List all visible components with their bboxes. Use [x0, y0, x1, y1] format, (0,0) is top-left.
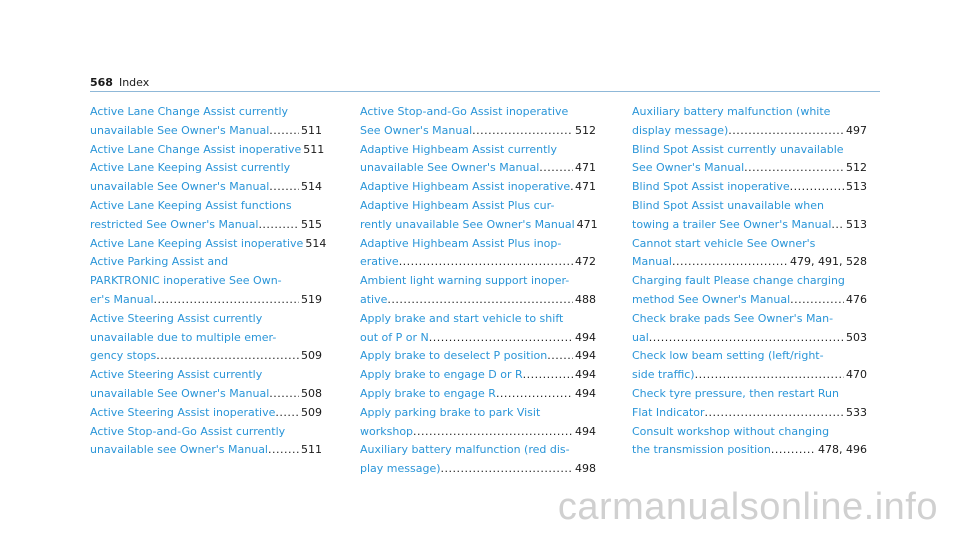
page-reference: 476 — [846, 292, 867, 306]
page-reference: 511 — [301, 443, 322, 457]
dot-leader — [771, 441, 816, 460]
index-entry-text[interactable]: Apply brake to deselect P position — [360, 349, 548, 363]
dot-leader — [539, 159, 573, 178]
index-entry-text[interactable]: method See Owner's Manual — [632, 292, 791, 306]
index-entry-text[interactable]: Adaptive Highbeam Assist Plus inop- — [360, 236, 562, 250]
page-reference: 497 — [846, 123, 867, 137]
page-number: 568 — [90, 76, 113, 89]
index-entry[interactable] — [632, 235, 867, 273]
dot-leader — [570, 178, 573, 197]
page-reference: 519 — [301, 292, 322, 306]
page-reference: 513 — [846, 217, 867, 231]
index-entry[interactable] — [360, 235, 596, 273]
index-entry-text[interactable]: Blind Spot Assist currently unavailable — [632, 142, 844, 156]
index-entry[interactable] — [90, 253, 322, 309]
index-entry-text[interactable]: unavailable see Owner's Manual — [90, 443, 268, 457]
index-entry-text[interactable]: unavailable See Owner's Manual — [360, 161, 540, 175]
dot-leader — [441, 460, 573, 479]
index-entry[interactable] — [632, 272, 867, 310]
index-entry-text[interactable]: Active Steering Assist currently — [90, 311, 263, 325]
index-entry-text[interactable]: gency stops — [90, 349, 157, 363]
index-entry[interactable] — [632, 347, 867, 385]
page-reference: 511 — [301, 123, 322, 137]
dot-leader — [269, 178, 299, 197]
page-reference: 513 — [846, 180, 867, 194]
dot-leader — [413, 423, 573, 442]
index-column-1 — [90, 103, 327, 460]
dot-leader — [269, 122, 299, 141]
index-entry-text[interactable]: Ambient light warning support inoper- — [360, 274, 570, 288]
page-reference: 512 — [846, 161, 867, 175]
index-entry-text[interactable]: See Owner's Manual — [360, 123, 473, 137]
index-entry-text[interactable]: out of P or N — [360, 330, 429, 344]
index-entry-text[interactable]: rently unavailable See Owner's Manual — [360, 217, 575, 231]
page-reference: 471 — [576, 217, 598, 231]
page-reference: 494 — [575, 330, 596, 344]
index-entry-text[interactable]: ual — [632, 330, 649, 344]
dot-leader — [547, 347, 573, 366]
dot-leader — [258, 216, 299, 235]
index-entry[interactable] — [632, 310, 867, 348]
dot-leader — [728, 122, 844, 141]
index-entry-text[interactable]: unavailable See Owner's Manual — [90, 123, 270, 137]
page-reference: 478, 496 — [818, 443, 867, 457]
index-entry-text[interactable]: play message) — [360, 462, 441, 476]
index-entry-text[interactable]: er's Manual — [90, 292, 154, 306]
dot-leader — [399, 253, 573, 272]
index-entry[interactable] — [360, 272, 596, 310]
dot-leader — [523, 366, 573, 385]
index-entry[interactable] — [632, 197, 867, 235]
index-entry[interactable] — [360, 441, 596, 479]
index-entry-text[interactable]: display message) — [632, 123, 729, 137]
watermark: carmanualsonline.info — [557, 486, 938, 528]
index-entry[interactable] — [632, 385, 867, 423]
page-reference: 514 — [301, 180, 322, 194]
dot-leader — [705, 404, 844, 423]
index-entry-text[interactable]: unavailable See Owner's Manual — [90, 386, 270, 400]
dot-leader — [387, 291, 573, 310]
dot-leader — [744, 159, 844, 178]
index-entry-text[interactable]: Apply parking brake to park Visit — [360, 405, 541, 419]
index-entry-text[interactable]: Check low beam setting (left/right- — [632, 349, 824, 363]
page-reference: 509 — [301, 405, 322, 419]
index-entry-text[interactable]: Active Lane Change Assist currently — [90, 105, 289, 118]
index-entry-text[interactable]: Auxiliary battery malfunction (white — [632, 105, 831, 118]
index-entry-text[interactable]: workshop — [360, 424, 414, 438]
index-entry-text[interactable]: Blind Spot Assist unavailable when — [632, 198, 824, 212]
dot-leader — [831, 216, 844, 235]
dot-leader — [429, 329, 573, 348]
index-entry[interactable] — [90, 159, 322, 197]
dot-leader — [695, 366, 844, 385]
index-entry[interactable] — [360, 385, 596, 404]
index-entry-text[interactable]: Manual — [632, 255, 672, 269]
index-entry[interactable] — [360, 141, 596, 179]
page-reference: 494 — [575, 386, 596, 400]
index-entry-text[interactable]: Active Lane Change Assist inoperative — [90, 142, 302, 156]
index-entry[interactable] — [360, 404, 596, 442]
index-entry[interactable] — [360, 347, 596, 366]
index-entry-text[interactable]: restricted See Owner's Manual — [90, 217, 259, 231]
page-reference: 498 — [575, 462, 596, 476]
index-entry-text[interactable]: towing a trailer See Owner's Manual — [632, 217, 832, 231]
page-header — [90, 76, 149, 89]
index-entry-text[interactable]: Active Lane Keeping Assist currently — [90, 161, 291, 175]
index-entry-text[interactable]: Active Steering Assist currently — [90, 368, 263, 382]
page-reference: 509 — [301, 349, 322, 363]
index-entry-text[interactable]: Apply brake and start vehicle to shift — [360, 311, 564, 325]
index-entry[interactable] — [360, 178, 596, 197]
index-entry-text[interactable]: the transmission position — [632, 443, 771, 457]
page-reference: 494 — [575, 349, 596, 363]
index-entry-text[interactable]: Adaptive Highbeam Assist Plus cur- — [360, 198, 555, 212]
dot-leader — [790, 291, 844, 310]
page-reference: 494 — [575, 368, 596, 382]
index-entry[interactable] — [90, 235, 327, 254]
index-entry[interactable] — [632, 103, 867, 141]
index-entry-text[interactable]: side traffic) — [632, 368, 695, 382]
index-entry[interactable] — [90, 103, 322, 141]
index-column-2 — [360, 103, 596, 479]
index-entry-text[interactable]: ative — [360, 292, 388, 306]
dot-leader — [790, 178, 844, 197]
page-reference: 470 — [846, 368, 867, 382]
dot-leader — [268, 441, 299, 460]
index-entry-text[interactable]: Adaptive Highbeam Assist currently — [360, 142, 557, 156]
index-entry-text[interactable]: Active Lane Keeping Assist inoperative — [90, 236, 304, 250]
page-reference: 503 — [846, 330, 867, 344]
page-reference: 533 — [846, 405, 867, 419]
index-entry-text[interactable]: Adaptive Highbeam Assist inoperative — [360, 180, 571, 194]
index-entry-text[interactable]: Active Parking Assist and — [90, 255, 229, 269]
index-entry-text[interactable]: Active Steering Assist inoperative — [90, 405, 276, 419]
index-entry-text[interactable]: Active Lane Keeping Assist functions — [90, 198, 292, 212]
index-entry-text[interactable]: Flat Indicator — [632, 405, 705, 419]
dot-leader — [649, 329, 844, 348]
page-reference: 511 — [303, 142, 325, 156]
page-reference: 494 — [575, 424, 596, 438]
page-reference: 508 — [301, 386, 322, 400]
dot-leader — [269, 385, 299, 404]
index-entry[interactable] — [90, 310, 322, 366]
page-reference: 479, 491, 528 — [790, 255, 867, 269]
index-entry-text[interactable]: Check tyre pressure, then restart Run — [632, 386, 839, 400]
page-reference: 514 — [305, 236, 327, 250]
index-entry[interactable] — [632, 423, 867, 461]
index-entry[interactable] — [360, 310, 596, 348]
index-entry-text[interactable]: Blind Spot Assist inoperative — [632, 180, 790, 194]
index-entry-text[interactable]: Charging fault Please change charging — [632, 274, 845, 288]
dot-leader — [156, 347, 299, 366]
index-entry-text[interactable]: Active Stop-and-Go Assist inoperative — [360, 105, 569, 118]
page-reference: 515 — [301, 217, 322, 231]
index-entry[interactable] — [632, 141, 867, 179]
index-entry[interactable] — [90, 366, 322, 404]
page-reference: 471 — [575, 161, 596, 175]
index-entry-text[interactable]: erative — [360, 255, 399, 269]
index-entry-text[interactable]: Apply brake to engage D or R — [360, 368, 523, 382]
index-entry[interactable] — [632, 178, 867, 197]
dot-leader — [472, 122, 573, 141]
index-entry-text[interactable]: unavailable See Owner's Manual — [90, 180, 270, 194]
index-entry[interactable] — [90, 197, 322, 235]
index-entry[interactable] — [360, 103, 596, 141]
dot-leader — [672, 253, 788, 272]
index-entry-text[interactable]: Auxiliary battery malfunction (red dis- — [360, 443, 570, 457]
index-entry[interactable] — [360, 197, 596, 235]
index-entry[interactable] — [90, 423, 322, 461]
dot-leader — [154, 291, 299, 310]
index-entry-text[interactable]: unavailable due to multiple emer- — [90, 330, 277, 344]
page-reference: 512 — [575, 123, 596, 137]
index-entry-text[interactable]: Consult workshop without changing — [632, 424, 830, 438]
index-column-3 — [632, 103, 867, 460]
section-title: Index — [118, 76, 150, 89]
page-reference: 471 — [575, 180, 596, 194]
page-reference: 488 — [575, 292, 596, 306]
dot-leader — [496, 385, 573, 404]
index-entry-text[interactable]: See Owner's Manual — [632, 161, 745, 175]
index-entry-text[interactable]: Cannot start vehicle See Owner's — [632, 236, 816, 250]
index-entry-text[interactable]: Active Stop-and-Go Assist currently — [90, 424, 286, 438]
header-divider — [90, 91, 880, 92]
index-entry-text[interactable]: PARKTRONIC inoperative See Own- — [90, 274, 282, 288]
dot-leader — [275, 404, 299, 423]
index-entry-text[interactable]: Check brake pads See Owner's Man- — [632, 311, 834, 325]
index-entry[interactable] — [360, 366, 596, 385]
page-reference: 472 — [575, 255, 596, 269]
index-entry-text[interactable]: Apply brake to engage R — [360, 386, 496, 400]
index-entry[interactable] — [90, 404, 322, 423]
index-entry[interactable] — [90, 141, 325, 160]
